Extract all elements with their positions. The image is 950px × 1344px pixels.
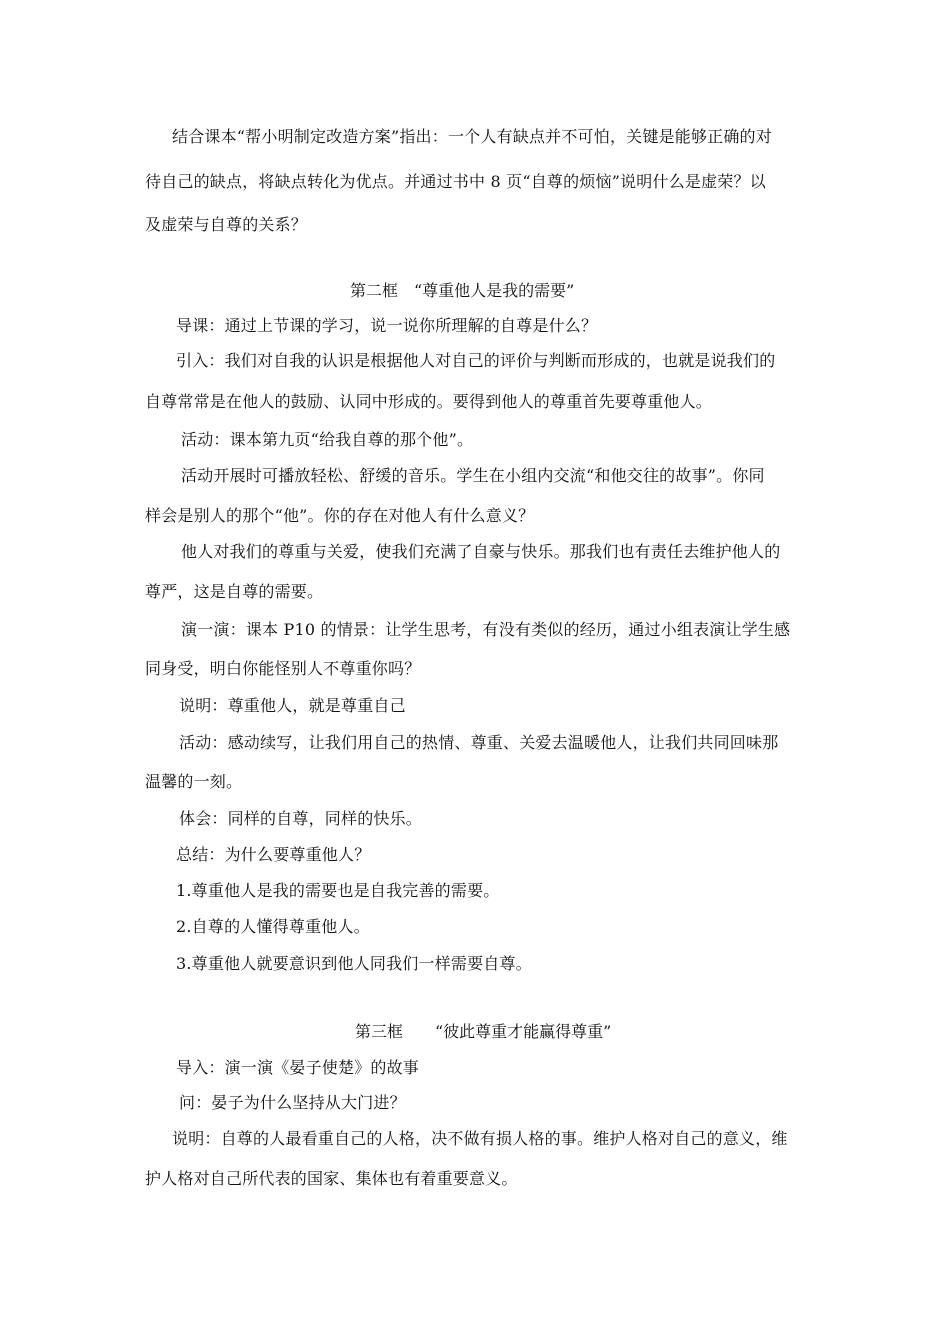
section2-line: 总结：为什么要尊重他人？ xyxy=(176,845,371,864)
section2-line: 样会是别人的那个“他”。你的存在对他人有什么意义？ xyxy=(145,506,535,525)
section2-line: 他人对我们的尊重与关爱，使我们充满了自豪与快乐。那我们也有责任去维护他人的 xyxy=(181,542,781,561)
section3-line: 护人格对自己所代表的国家、集体也有着重要意义。 xyxy=(145,1169,518,1188)
section2-line: 自尊常常是在他人的鼓励、认同中形成的。要得到他人的尊重首先要尊重他人。 xyxy=(145,392,713,411)
section3-line: 说明：自尊的人最看重自己的人格，决不做有损人格的事。维护人格对自己的意义，维 xyxy=(172,1129,788,1148)
intro-paragraph-line-2: 待自己的缺点，将缺点转化为优点。并通过书中 8 页“自尊的烦恼”说明什么是虚荣？以 xyxy=(145,172,766,191)
section3-line: 导入：演一演《晏子使楚》的故事 xyxy=(176,1058,420,1077)
section2-line: 尊严，这是自尊的需要。 xyxy=(145,582,324,601)
intro-paragraph-line-1: 结合课本“帮小明制定改造方案”指出：一个人有缺点并不可怕，关键是能够正确的对 xyxy=(172,127,772,146)
section2-line: 活动：课本第九页“给我自尊的那个他”。 xyxy=(181,430,474,449)
section2-line: 说明：尊重他人，就是尊重自己 xyxy=(179,696,406,715)
section2-heading: 第二框 “尊重他人是我的需要” xyxy=(350,281,575,300)
section3-line: 问：晏子为什么坚持从大门进？ xyxy=(179,1093,406,1112)
section2-list-item-2: 2.自尊的人懂得尊重他人。 xyxy=(176,917,370,936)
section2-list-item-3: 3.尊重他人就要意识到他人同我们一样需要自尊。 xyxy=(176,954,532,973)
section2-line: 演一演：课本 P10 的情景：让学生思考，有没有类似的经历，通过小组表演让学生感 xyxy=(181,620,791,639)
section2-line: 导课：通过上节课的学习，说一说你所理解的自尊是什么？ xyxy=(176,316,598,335)
section3-heading: 第三框 “彼此尊重才能赢得尊重” xyxy=(355,1022,612,1041)
section2-line: 引入：我们对自我的认识是根据他人对自己的评价与判断而形成的，也就是说我们的 xyxy=(176,351,776,370)
section2-list-item-1: 1.尊重他人是我的需要也是自我完善的需要。 xyxy=(176,881,500,900)
section2-line: 活动：感动续写，让我们用自己的热情、尊重、关爱去温暖他人，让我们共同回味那 xyxy=(179,733,779,752)
intro-paragraph-line-3: 及虚荣与自尊的关系？ xyxy=(145,215,308,234)
section2-line: 体会：同样的自尊，同样的快乐。 xyxy=(179,809,423,828)
section2-line: 同身受，明白你能怪别人不尊重你吗？ xyxy=(145,659,421,678)
section2-line: 活动开展时可播放轻松、舒缓的音乐。学生在小组内交流“和他交往的故事”。你同 xyxy=(181,466,765,485)
section2-line: 温馨的一刻。 xyxy=(145,772,243,791)
